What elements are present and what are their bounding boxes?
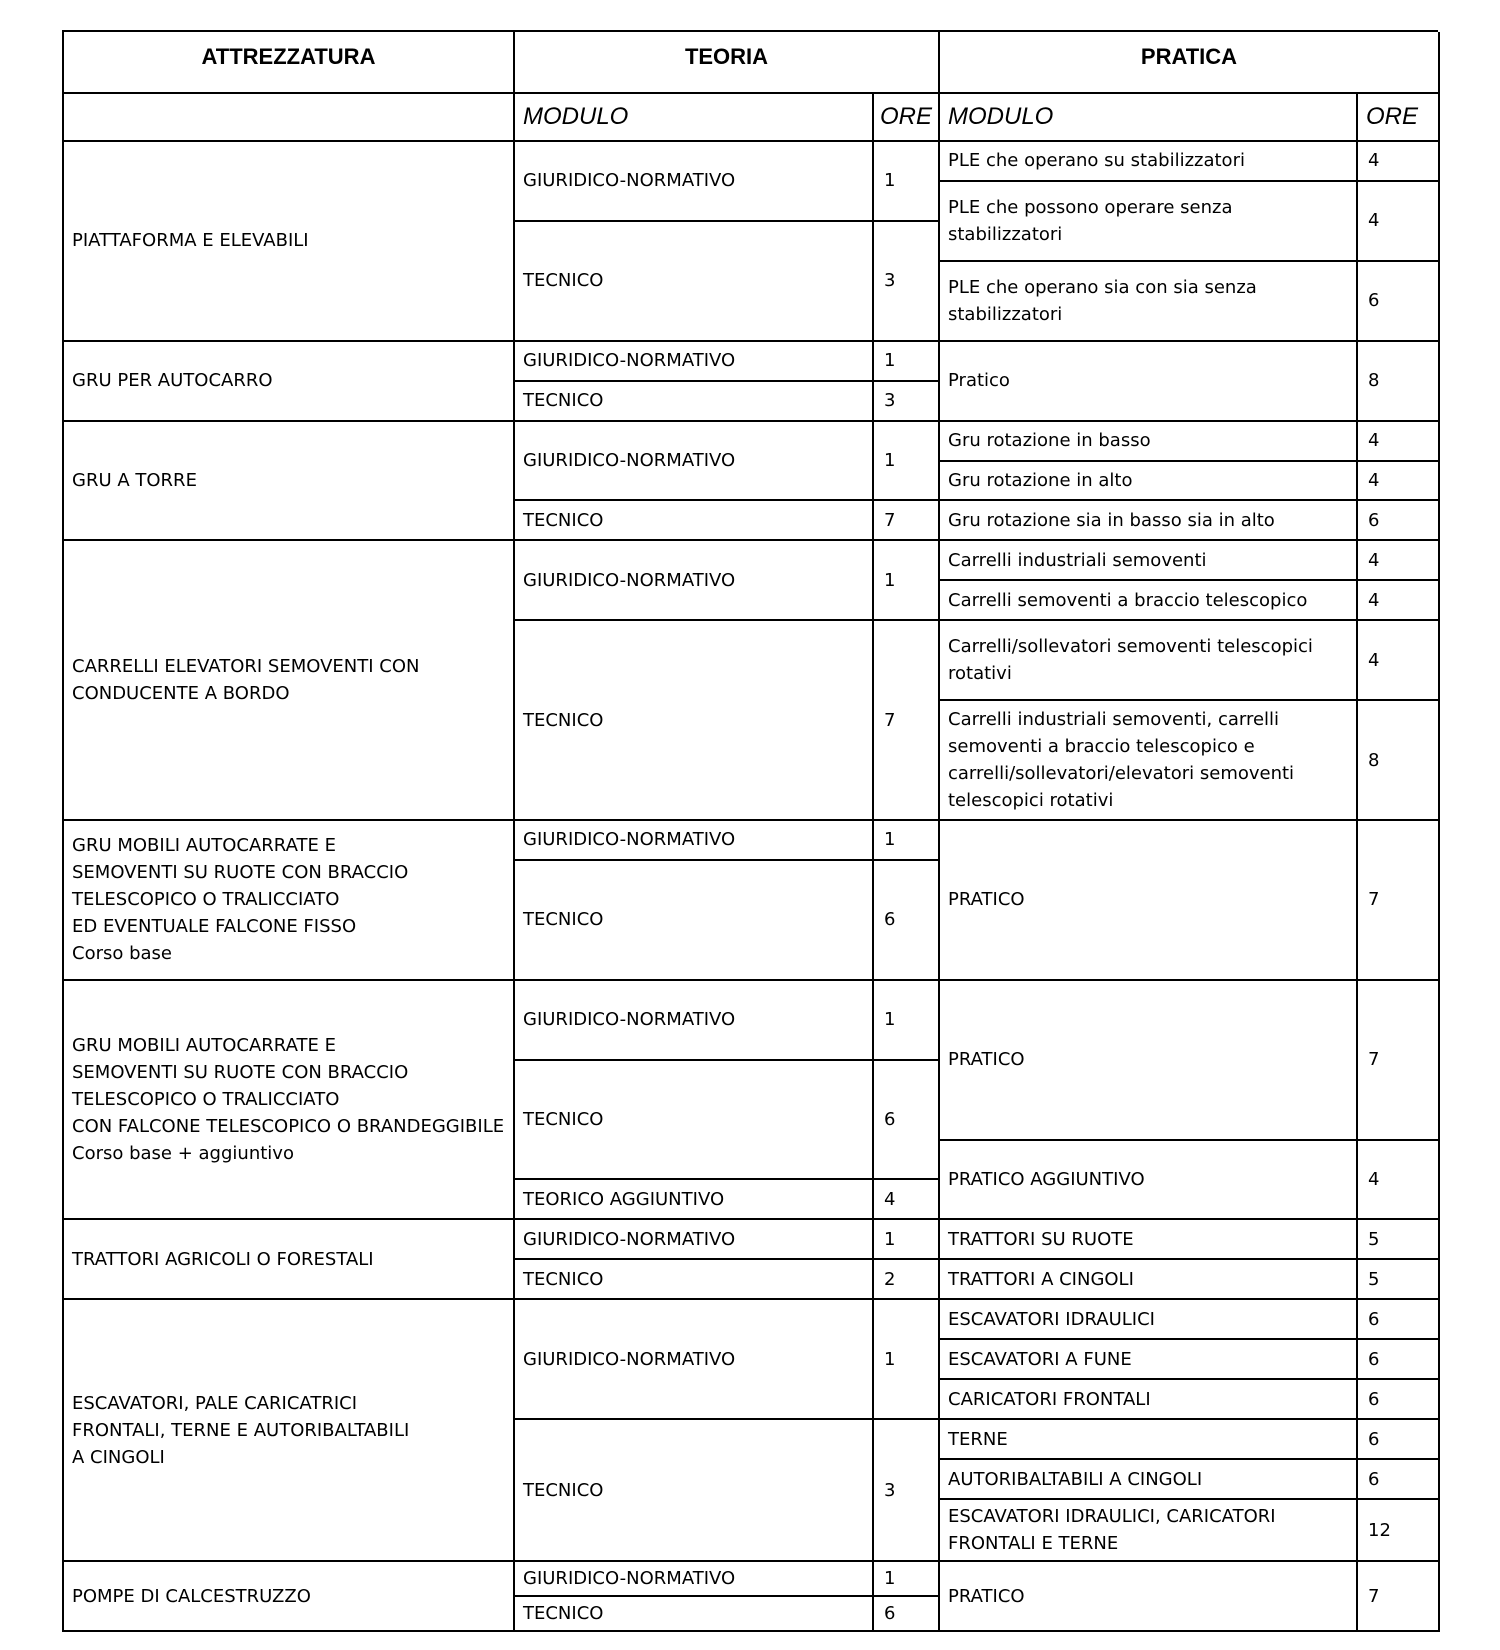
teoria-modulo-cell: TECNICO [515, 1420, 874, 1562]
teoria-modulo-cell: GIURIDICO-NORMATIVO [515, 541, 874, 621]
teoria-modulo-cell: GIURIDICO-NORMATIVO [515, 342, 874, 382]
pratica-modulo-cell: Carrelli/sollevatori semoventi telescopici rotativi [940, 621, 1358, 701]
pratica-ore-cell: 6 [1358, 501, 1440, 541]
teoria-ore-cell: 1 [874, 541, 940, 621]
teoria-modulo-cell: GIURIDICO-NORMATIVO [515, 1300, 874, 1420]
teoria-modulo-cell: GIURIDICO-NORMATIVO [515, 1562, 874, 1597]
subheader-pratica-ore: ORE [1358, 94, 1440, 142]
pratica-ore-cell: 4 [1358, 142, 1440, 182]
teoria-modulo-cell: TECNICO [515, 501, 874, 541]
pratica-modulo-cell: Carrelli industriali semoventi [940, 541, 1358, 581]
pratica-modulo-cell: Pratico [940, 342, 1358, 422]
pratica-ore-cell: 7 [1358, 1562, 1440, 1632]
pratica-ore-cell: 6 [1358, 1460, 1440, 1500]
pratica-modulo-cell: PLE che operano sia con sia senza stabilizzatori [940, 262, 1358, 342]
attrezzatura-cell: CARRELLI ELEVATORI SEMOVENTI CON CONDUCENTE A BORDO [64, 541, 515, 821]
document-page [62, 30, 1438, 1632]
teoria-ore-cell: 1 [874, 1220, 940, 1260]
teoria-modulo-cell: GIURIDICO-NORMATIVO [515, 981, 874, 1061]
teoria-modulo-cell: TEORICO AGGIUNTIVO [515, 1180, 874, 1220]
pratica-modulo-cell: PLE che operano su stabilizzatori [940, 142, 1358, 182]
subheader-pratica-modulo: MODULO [940, 94, 1358, 142]
attrezzatura-cell: GRU PER AUTOCARRO [64, 342, 515, 422]
attrezzatura-cell: GRU MOBILI AUTOCARRATE E SEMOVENTI SU RUOTE CON BRACCIO TELESCOPICO O TRALICCIATO ED EVENTUALE FALCONE FISSO Corso base [64, 821, 515, 981]
training-hours-table [62, 30, 1438, 1632]
pratica-ore-cell: 4 [1358, 182, 1440, 262]
pratica-modulo-cell: CARICATORI FRONTALI [940, 1380, 1358, 1420]
pratica-modulo-cell: TERNE [940, 1420, 1358, 1460]
header-pratica: PRATICA [940, 32, 1440, 94]
pratica-modulo-cell: AUTORIBALTABILI A CINGOLI [940, 1460, 1358, 1500]
pratica-ore-cell: 5 [1358, 1220, 1440, 1260]
pratica-modulo-cell: PRATICO [940, 981, 1358, 1141]
pratica-ore-cell: 5 [1358, 1260, 1440, 1300]
attrezzatura-cell: GRU A TORRE [64, 422, 515, 542]
pratica-ore-cell: 8 [1358, 701, 1440, 821]
pratica-ore-cell: 6 [1358, 1380, 1440, 1420]
teoria-ore-cell: 7 [874, 621, 940, 821]
pratica-modulo-cell: PLE che possono operare senza stabilizzatori [940, 182, 1358, 262]
attrezzatura-cell: PIATTAFORMA E ELEVABILI [64, 142, 515, 342]
teoria-modulo-cell: TECNICO [515, 861, 874, 981]
pratica-ore-cell: 4 [1358, 1141, 1440, 1221]
teoria-ore-cell: 1 [874, 342, 940, 382]
pratica-ore-cell: 4 [1358, 621, 1440, 701]
pratica-modulo-cell: ESCAVATORI IDRAULICI, CARICATORI FRONTALI E TERNE [940, 1500, 1358, 1562]
subheader-teoria-modulo: MODULO [515, 94, 874, 142]
pratica-ore-cell: 4 [1358, 462, 1440, 502]
pratica-ore-cell: 6 [1358, 1420, 1440, 1460]
teoria-modulo-cell: GIURIDICO-NORMATIVO [515, 1220, 874, 1260]
teoria-modulo-cell: TECNICO [515, 222, 874, 342]
teoria-ore-cell: 3 [874, 222, 940, 342]
teoria-ore-cell: 3 [874, 1420, 940, 1562]
pratica-ore-cell: 4 [1358, 541, 1440, 581]
pratica-ore-cell: 12 [1358, 1500, 1440, 1562]
pratica-modulo-cell: Gru rotazione sia in basso sia in alto [940, 501, 1358, 541]
pratica-ore-cell: 7 [1358, 981, 1440, 1141]
attrezzatura-cell: POMPE DI CALCESTRUZZO [64, 1562, 515, 1632]
attrezzatura-cell: GRU MOBILI AUTOCARRATE E SEMOVENTI SU RUOTE CON BRACCIO TELESCOPICO O TRALICCIATO CON FALCONE TELESCOPICO O BRANDEGGIBILE Corso base + aggiuntivo [64, 981, 515, 1221]
teoria-ore-cell: 4 [874, 1180, 940, 1220]
teoria-modulo-cell: TECNICO [515, 1597, 874, 1632]
pratica-ore-cell: 4 [1358, 422, 1440, 462]
pratica-modulo-cell: ESCAVATORI A FUNE [940, 1340, 1358, 1380]
teoria-ore-cell: 1 [874, 1562, 940, 1597]
teoria-ore-cell: 1 [874, 142, 940, 222]
pratica-ore-cell: 4 [1358, 581, 1440, 621]
teoria-ore-cell: 1 [874, 981, 940, 1061]
teoria-ore-cell: 1 [874, 821, 940, 861]
header-attrezzatura: ATTREZZATURA [64, 32, 515, 94]
teoria-modulo-cell: TECNICO [515, 1260, 874, 1300]
teoria-modulo-cell: TECNICO [515, 382, 874, 422]
pratica-modulo-cell: PRATICO AGGIUNTIVO [940, 1141, 1358, 1221]
teoria-ore-cell: 6 [874, 1597, 940, 1632]
pratica-ore-cell: 8 [1358, 342, 1440, 422]
teoria-modulo-cell: GIURIDICO-NORMATIVO [515, 142, 874, 222]
teoria-modulo-cell: GIURIDICO-NORMATIVO [515, 422, 874, 502]
teoria-ore-cell: 1 [874, 1300, 940, 1420]
teoria-modulo-cell: TECNICO [515, 621, 874, 821]
attrezzatura-cell: TRATTORI AGRICOLI O FORESTALI [64, 1220, 515, 1300]
teoria-modulo-cell: TECNICO [515, 1061, 874, 1181]
teoria-ore-cell: 1 [874, 422, 940, 502]
teoria-ore-cell: 3 [874, 382, 940, 422]
teoria-modulo-cell: GIURIDICO-NORMATIVO [515, 821, 874, 861]
pratica-ore-cell: 6 [1358, 1340, 1440, 1380]
pratica-ore-cell: 6 [1358, 1300, 1440, 1340]
pratica-modulo-cell: Gru rotazione in alto [940, 462, 1358, 502]
pratica-modulo-cell: TRATTORI A CINGOLI [940, 1260, 1358, 1300]
teoria-ore-cell: 6 [874, 1061, 940, 1181]
teoria-ore-cell: 2 [874, 1260, 940, 1300]
pratica-ore-cell: 7 [1358, 821, 1440, 981]
subheader-empty-cell [64, 94, 515, 142]
subheader-teoria-ore: ORE [874, 94, 940, 142]
pratica-modulo-cell: Gru rotazione in basso [940, 422, 1358, 462]
pratica-modulo-cell: Carrelli semoventi a braccio telescopico [940, 581, 1358, 621]
header-teoria: TEORIA [515, 32, 940, 94]
teoria-ore-cell: 7 [874, 501, 940, 541]
pratica-modulo-cell: PRATICO [940, 1562, 1358, 1632]
teoria-ore-cell: 6 [874, 861, 940, 981]
pratica-ore-cell: 6 [1358, 262, 1440, 342]
pratica-modulo-cell: TRATTORI SU RUOTE [940, 1220, 1358, 1260]
pratica-modulo-cell: PRATICO [940, 821, 1358, 981]
pratica-modulo-cell: Carrelli industriali semoventi, carrelli semoventi a braccio telescopico e carrelli/sollevatori/elevatori semoventi telescopici rotativi [940, 701, 1358, 821]
pratica-modulo-cell: ESCAVATORI IDRAULICI [940, 1300, 1358, 1340]
attrezzatura-cell: ESCAVATORI, PALE CARICATRICI FRONTALI, TERNE E AUTORIBALTABILI A CINGOLI [64, 1300, 515, 1562]
